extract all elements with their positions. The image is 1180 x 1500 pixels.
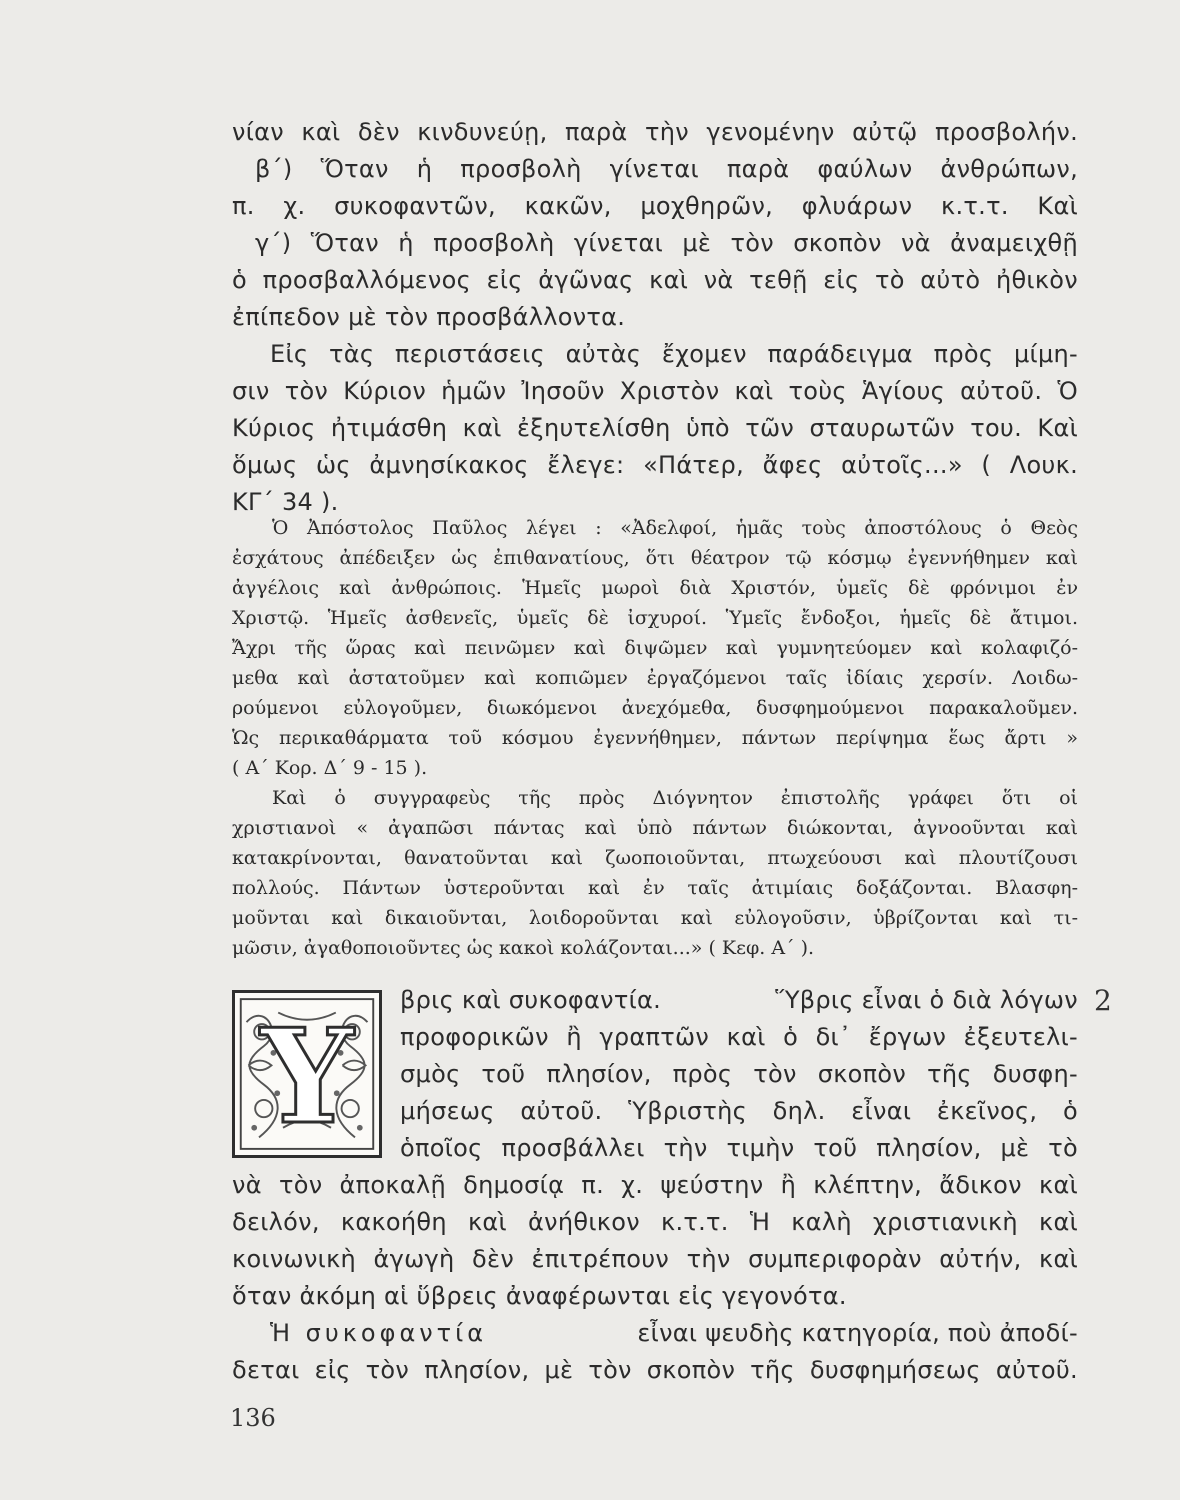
text-line: ὅταν ἀκόμη αἱ ὕβρεις ἀναφέρωνται εἰς γεγονότα. — [232, 1282, 847, 1310]
quote-line: μεθα καὶ ἀστατοῦμεν καὶ κοπιῶμεν ἐργαζόμενοι ταῖς ἰδίαις χερσίν. Λοιδω- — [232, 667, 1078, 689]
quote-line: Χριστῷ. Ἡμεῖς ἀσθενεῖς, ὑμεῖς δὲ ἰσχυροί. Ὑμεῖς ἔνδοξοι, ἡμεῖς δὲ ἄτιμοι. — [232, 607, 1078, 629]
dropcap-letter: Υ — [260, 1000, 354, 1153]
section-heading-rest: Ὕβρις εἶναι ὁ διὰ λόγων — [775, 986, 1078, 1014]
quote-line: μοῦνται καὶ δικαιοῦνται, λοιδοροῦνται καὶ εὐλογοῦσιν, ὑβρίζονται καὶ τι- — [232, 907, 1078, 929]
page-number: 136 — [230, 1404, 276, 1432]
dropcap-ornament — [232, 990, 382, 1158]
sykofantia-term: Ἡ συκοφαντία — [270, 1319, 488, 1347]
text-line: σμὸς τοῦ πλησίον, πρὸς τὸν σκοπὸν τῆς δυσφη- — [400, 1060, 1078, 1088]
text-line: Κύριος ἠτιμάσθη καὶ ἐξηυτελίσθη ὑπὸ τῶν σταυρωτῶν του. Καὶ — [232, 414, 1078, 442]
section-heading-line — [400, 986, 1078, 1014]
sykofantia-definition: εἶναι ψευδὴς κατηγορία, ποὺ ἀποδί- — [637, 1319, 1078, 1347]
text-line — [270, 1319, 1078, 1347]
quote-line: Ἄχρι τῆς ὥρας καὶ πεινῶμεν καὶ διψῶμεν καὶ γυμνητεύομεν καὶ κολαφιζό- — [232, 637, 1078, 659]
text-line: β΄) Ὅταν ἡ προσβολὴ γίνεται παρὰ φαύλων ἀνθρώπων, — [255, 155, 1078, 183]
text-line: δεται εἰς τὸν πλησίον, μὲ τὸν σκοπὸν τῆς δυσφημήσεως αὐτοῦ. — [232, 1356, 1078, 1384]
quote-line: μῶσιν, ἀγαθοποιοῦντες ὡς κακοὶ κολάζονται...» ( Κεφ. Α΄ ). — [232, 937, 815, 959]
quote-line: ἀγγέλοις καὶ ἀνθρώποις. Ἡμεῖς μωροὶ διὰ Χριστόν, ὑμεῖς δὲ φρόνιμοι ἐν — [232, 577, 1078, 599]
text-line: Εἰς τὰς περιστάσεις αὐτὰς ἔχομεν παράδειγμα πρὸς μίμη- — [270, 340, 1078, 368]
quote-line: κατακρίνονται, θανατοῦνται καὶ ζωοποιοῦνται, πτωχεύουσι καὶ πλουτίζουσι — [232, 847, 1078, 869]
section-heading: βρις καὶ συκοφαντία. — [400, 986, 662, 1014]
text-line: π. χ. συκοφαντῶν, κακῶν, μοχθηρῶν, φλυάρων κ.τ.τ. Καὶ — [232, 192, 1078, 220]
quote-line: πολλούς. Πάντων ὑστεροῦνται καὶ ἐν ταῖς ἀτιμίαις δοξάζονται. Βλασφη- — [232, 877, 1078, 899]
quote-line: Καὶ ὁ συγγραφεὺς τῆς πρὸς Διόγνητον ἐπιστολῆς γράφει ὅτι οἱ — [272, 787, 1078, 809]
quote-line: ( Α΄ Κορ. Δ΄ 9 - 15 ). — [232, 757, 428, 779]
quote-line: Ὁ Ἀπόστολος Παῦλος λέγει : «Ἀδελφοί, ἡμᾶς τοὺς ἀποστόλους ὁ Θεὸς — [272, 517, 1078, 539]
text-line: ὁ προσβαλλόμενος εἰς ἀγῶνας καὶ νὰ τεθῇ εἰς τὸ αὐτὸ ἠθικὸν — [232, 266, 1078, 294]
text-line: προφορικῶν ἢ γραπτῶν καὶ ὁ δι᾽ ἔργων ἐξευτελι- — [400, 1023, 1078, 1051]
quote-line: ἐσχάτους ἀπέδειξεν ὡς ἐπιθανατίους, ὅτι θέατρον τῷ κόσμῳ ἐγεννήθημεν καὶ — [232, 547, 1078, 569]
text-line: μήσεως αὐτοῦ. Ὑβριστὴς δηλ. εἶναι ἐκεῖνος, ὁ — [400, 1097, 1078, 1125]
text-line: νίαν καὶ δὲν κινδυνεύῃ, παρὰ τὴν γενομένην αὐτῷ προσβολήν. — [232, 118, 1078, 146]
text-line: ὅμως ὡς ἀμνησίκακος ἔλεγε: «Πάτερ, ἄφες αὐτοῖς...» ( Λουκ. — [232, 451, 1078, 479]
text-line: ΚΓ΄ 34 ). — [232, 488, 339, 516]
text-line: σιν τὸν Κύριον ἡμῶν Ἰησοῦν Χριστὸν καὶ τοὺς Ἁγίους αὐτοῦ. Ὁ — [232, 377, 1078, 405]
text-line: ἐπίπεδον μὲ τὸν προσβάλλοντα. — [232, 303, 626, 331]
text-line: νὰ τὸν ἀποκαλῇ δημοσίᾳ π. χ. ψεύστην ἢ κλέπτην, ἄδικον καὶ — [232, 1171, 1078, 1199]
quote-line: Ὡς περικαθάρματα τοῦ κόσμου ἐγεννήθημεν, πάντων περίψημα ἕως ἄρτι » — [232, 727, 1078, 749]
quote-line: χριστιανοὶ « ἀγαπῶσι πάντας καὶ ὑπὸ πάντων διώκονται, ἀγνοοῦνται καὶ — [232, 817, 1078, 839]
text-line: ὁποῖος προσβάλλει τὴν τιμὴν τοῦ πλησίον, μὲ τὸ — [400, 1134, 1078, 1162]
text-line: κοινωνικὴ ἀγωγὴ δὲν ἐπιτρέπουν τὴν συμπεριφορὰν αὐτήν, καὶ — [232, 1245, 1078, 1273]
margin-section-number: 2 — [1094, 984, 1112, 1017]
text-line: δειλόν, κακοήθη καὶ ἀνήθικον κ.τ.τ. Ἡ καλὴ χριστιανικὴ καὶ — [232, 1208, 1078, 1236]
text-line: γ΄) Ὅταν ἡ προσβολὴ γίνεται μὲ τὸν σκοπὸν νὰ ἀναμειχθῇ — [255, 229, 1078, 257]
quote-line: ρούμενοι εὐλογοῦμεν, διωκόμενοι ἀνεχόμεθα, δυσφημούμενοι παρακαλοῦμεν. — [232, 697, 1078, 719]
